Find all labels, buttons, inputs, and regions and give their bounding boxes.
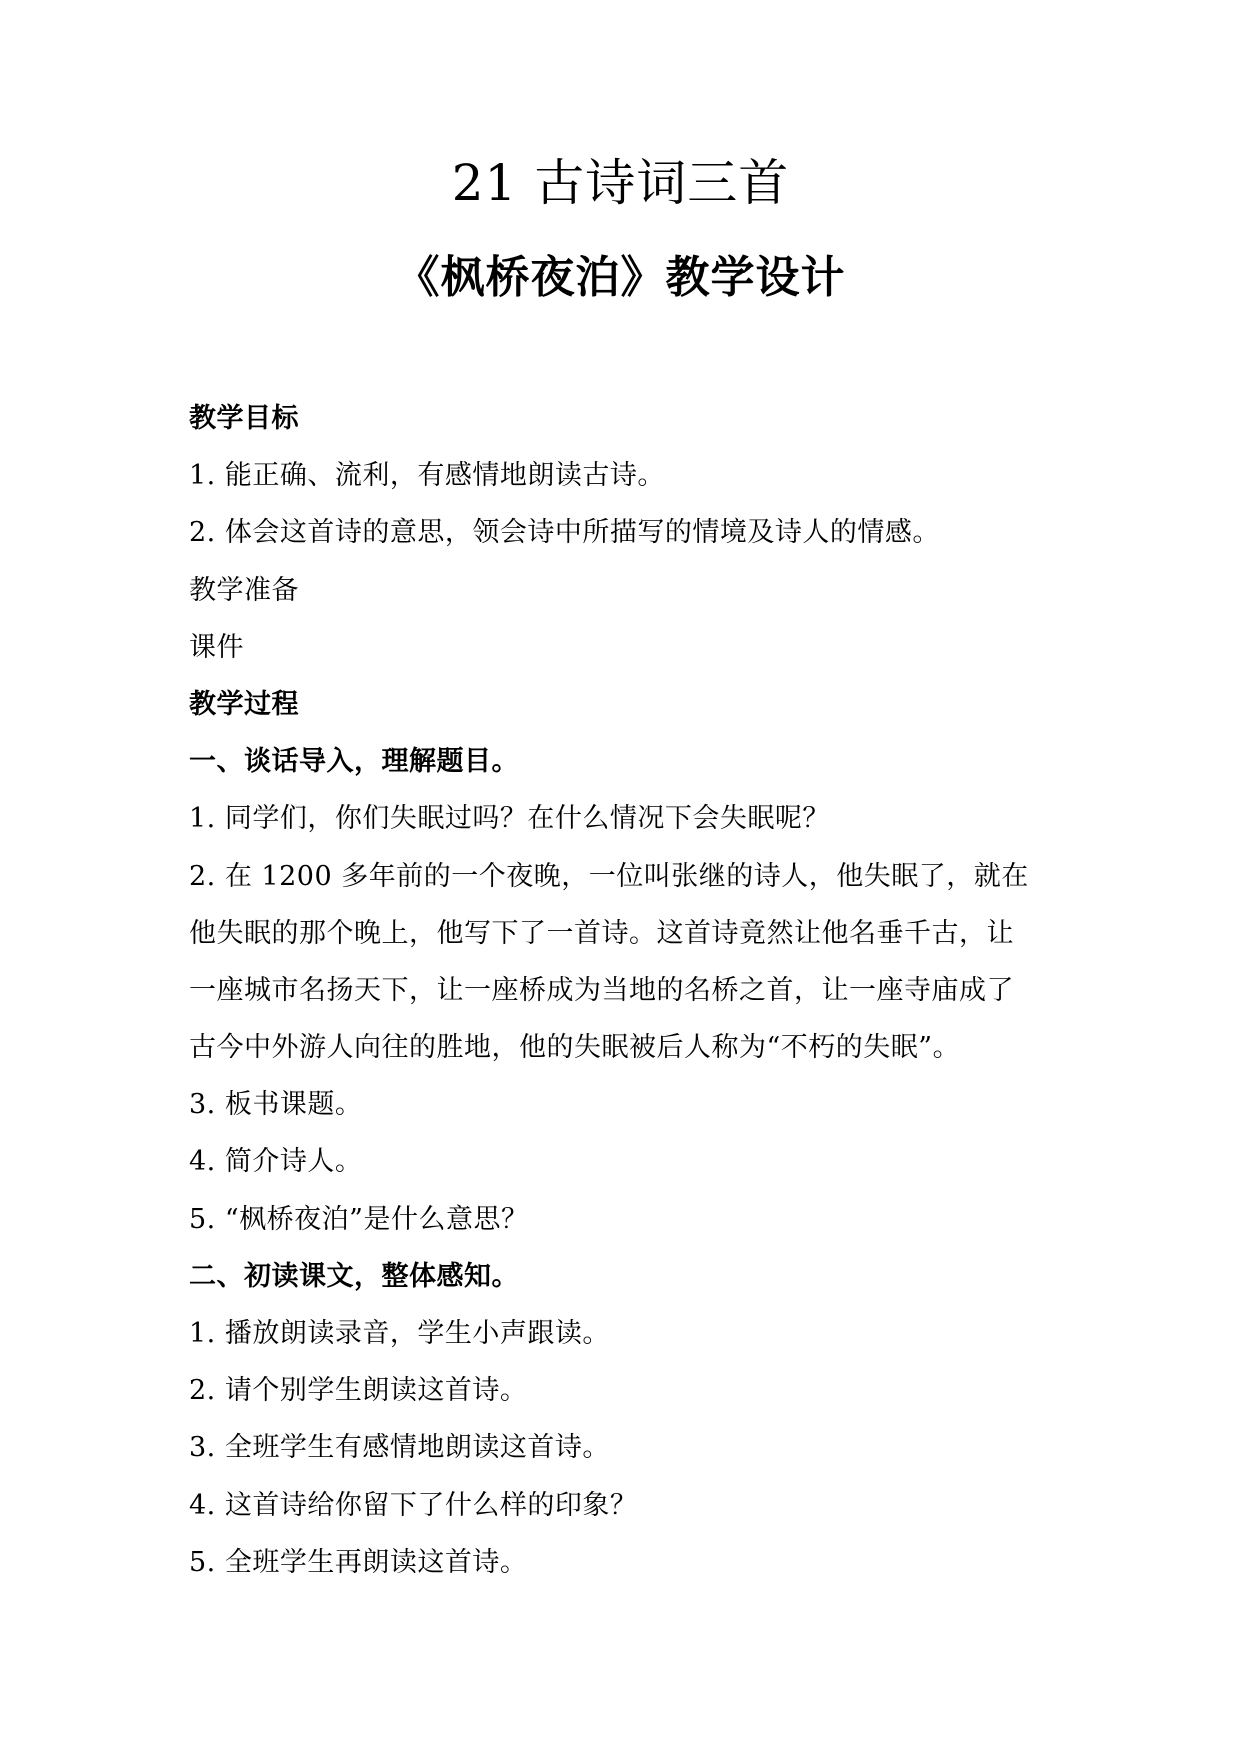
intro-paragraph [189, 848, 1059, 1077]
section-heading-process: 教学过程 [189, 688, 299, 720]
paragraph-line: 2. 在 1200 多年前的一个夜晚，一位叫张继的诗人，他失眠了，就在 [189, 860, 1029, 892]
preparation-text: 课件 [189, 631, 244, 663]
paragraph-line: 一座城市名扬天下，让一座桥成为当地的名桥之首，让一座寺庙成了 [189, 974, 1014, 1006]
document-body [189, 390, 1059, 1591]
process-item: 1. 播放朗读录音，学生小声跟读。 [189, 1318, 610, 1349]
lesson-title: 21 古诗词三首 [451, 154, 790, 212]
objective-item: 2. 体会这首诗的意思，领会诗中所描写的情境及诗人的情感。 [189, 517, 940, 549]
objective-item: 1. 能正确、流利，有感情地朗读古诗。 [189, 460, 665, 492]
step-heading-first-reading: 二、初读课文，整体感知。 [189, 1260, 519, 1292]
process-item: 5. “枫桥夜泊”是什么意思？ [189, 1203, 529, 1235]
process-item: 5. 全班学生再朗读这首诗。 [189, 1546, 528, 1578]
lesson-subtitle: 《枫桥夜泊》教学设计 [395, 252, 846, 303]
paragraph-line: 古今中外游人向往的胜地，他的失眠被后人称为“不朽的失眠”。 [189, 1032, 961, 1064]
paragraph-line: 他失眠的那个晚上，他写下了一首诗。这首诗竟然让他名垂千古，让 [189, 917, 1014, 949]
preparation-heading: 教学准备 [189, 574, 299, 606]
process-item: 4. 简介诗人。 [189, 1146, 363, 1178]
process-item: 1. 同学们，你们失眠过吗？在什么情况下会失眠呢？ [189, 803, 830, 835]
process-item: 3. 板书课题。 [189, 1089, 363, 1121]
step-heading-intro: 一、谈话导入，理解题目。 [189, 746, 519, 778]
process-item: 2. 请个别学生朗读这首诗。 [189, 1375, 528, 1407]
section-heading-objectives: 教学目标 [189, 403, 299, 434]
process-item: 4. 这首诗给你留下了什么样的印象？ [189, 1489, 638, 1521]
process-item: 3. 全班学生有感情地朗读这首诗。 [189, 1432, 610, 1464]
